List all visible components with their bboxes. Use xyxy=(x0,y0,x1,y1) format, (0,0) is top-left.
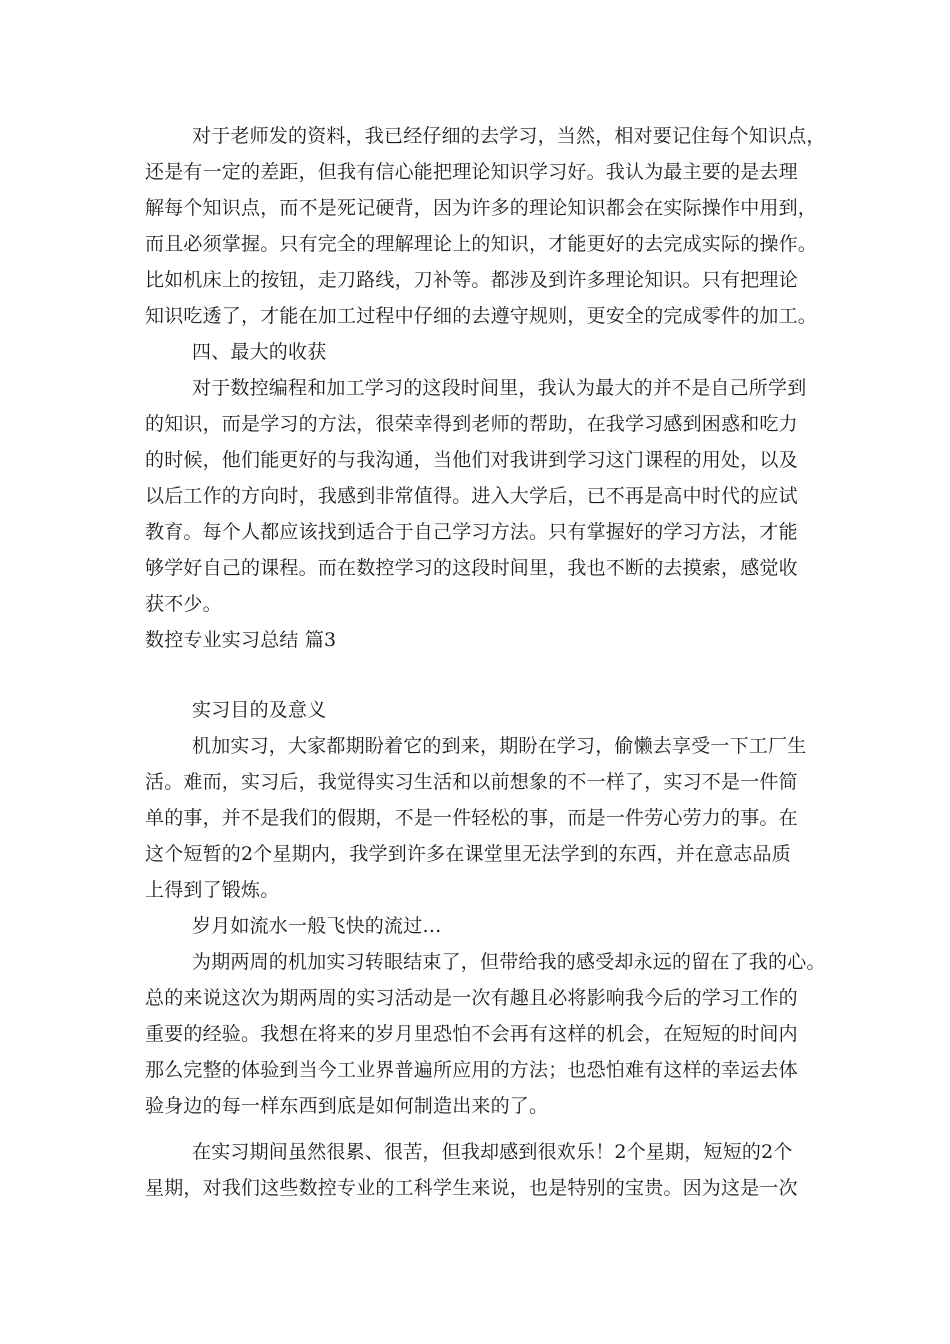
paragraph-line: 够学好自己的课程。而在数控学习的这段时间里，我也不断的去摸索，感觉收 xyxy=(145,557,798,579)
paragraph-line: 的时候，他们能更好的与我沟通，当他们对我讲到学习这门课程的用处，以及 xyxy=(145,449,798,471)
paragraph-line: 以后工作的方向时，我感到非常值得。进入大学后，已不再是高中时代的应试 xyxy=(145,485,798,507)
document-section-title: 数控专业实习总结 篇3 xyxy=(145,629,337,651)
paragraph-line: 还是有一定的差距，但我有信心能把理论知识学习好。我认为最主要的是去理 xyxy=(145,161,798,183)
paragraph-line: 岁月如流水一般飞快的流过… xyxy=(192,915,442,937)
paragraph-line: 这个短暂的2个星期内，我学到许多在课堂里无法学到的东西，并在意志品质 xyxy=(145,843,791,865)
paragraph-line: 比如机床上的按钮，走刀路线，刀补等。都涉及到许多理论知识。只有把理论 xyxy=(145,269,798,291)
paragraph-line: 那么完整的体验到当今工业界普遍所应用的方法；也恐怕难有这样的幸运去体 xyxy=(145,1059,798,1081)
paragraph-line: 获不少。 xyxy=(145,593,222,615)
paragraph-line: 而且必须掌握。只有完全的理解理论上的知识，才能更好的去完成实际的操作。 xyxy=(145,233,818,255)
paragraph-line: 重要的经验。我想在将来的岁月里恐怕不会再有这样的机会，在短短的时间内 xyxy=(145,1023,798,1045)
paragraph-line: 单的事，并不是我们的假期，不是一件轻松的事，而是一件劳心劳力的事。在 xyxy=(145,807,798,829)
paragraph-line: 上得到了锻炼。 xyxy=(145,879,280,901)
paragraph-line: 对于老师发的资料，我已经仔细的去学习，当然，相对要记住每个知识点， xyxy=(192,125,826,147)
paragraph-line: 为期两周的机加实习转眼结束了，但带给我的感受却永远的留在了我的心。 xyxy=(192,951,826,973)
paragraph-line: 总的来说这次为期两周的实习活动是一次有趣且必将影响我今后的学习工作的 xyxy=(145,987,798,1009)
paragraph-line: 机加实习，大家都期盼着它的到来，期盼在学习，偷懒去享受一下工厂生 xyxy=(192,735,807,757)
paragraph-line: 对于数控编程和加工学习的这段时间里，我认为最大的并不是自己所学到 xyxy=(192,377,807,399)
paragraph-line: 解每个知识点，而不是死记硬背，因为许多的理论知识都会在实际操作中用到， xyxy=(145,197,818,219)
section-heading: 四、最大的收获 xyxy=(192,341,327,363)
paragraph-line: 活。难而，实习后，我觉得实习生活和以前想象的不一样了，实习不是一件简 xyxy=(145,771,798,793)
section-heading: 实习目的及意义 xyxy=(192,699,327,721)
paragraph-line: 验身边的每一样东西到底是如何制造出来的了。 xyxy=(145,1095,549,1117)
paragraph-line: 星期，对我们这些数控专业的工科学生来说，也是特别的宝贵。因为这是一次 xyxy=(145,1177,798,1199)
paragraph-line: 知识吃透了，才能在加工过程中仔细的去遵守规则，更安全的完成零件的加工。 xyxy=(145,305,818,327)
paragraph-line: 在实习期间虽然很累、很苦，但我却感到很欢乐！2个星期，短短的2个 xyxy=(192,1141,793,1163)
paragraph-line: 教育。每个人都应该找到适合于自己学习方法。只有掌握好的学习方法，才能 xyxy=(145,521,798,543)
paragraph-line: 的知识，而是学习的方法，很荣幸得到老师的帮助，在我学习感到困惑和吃力 xyxy=(145,413,798,435)
